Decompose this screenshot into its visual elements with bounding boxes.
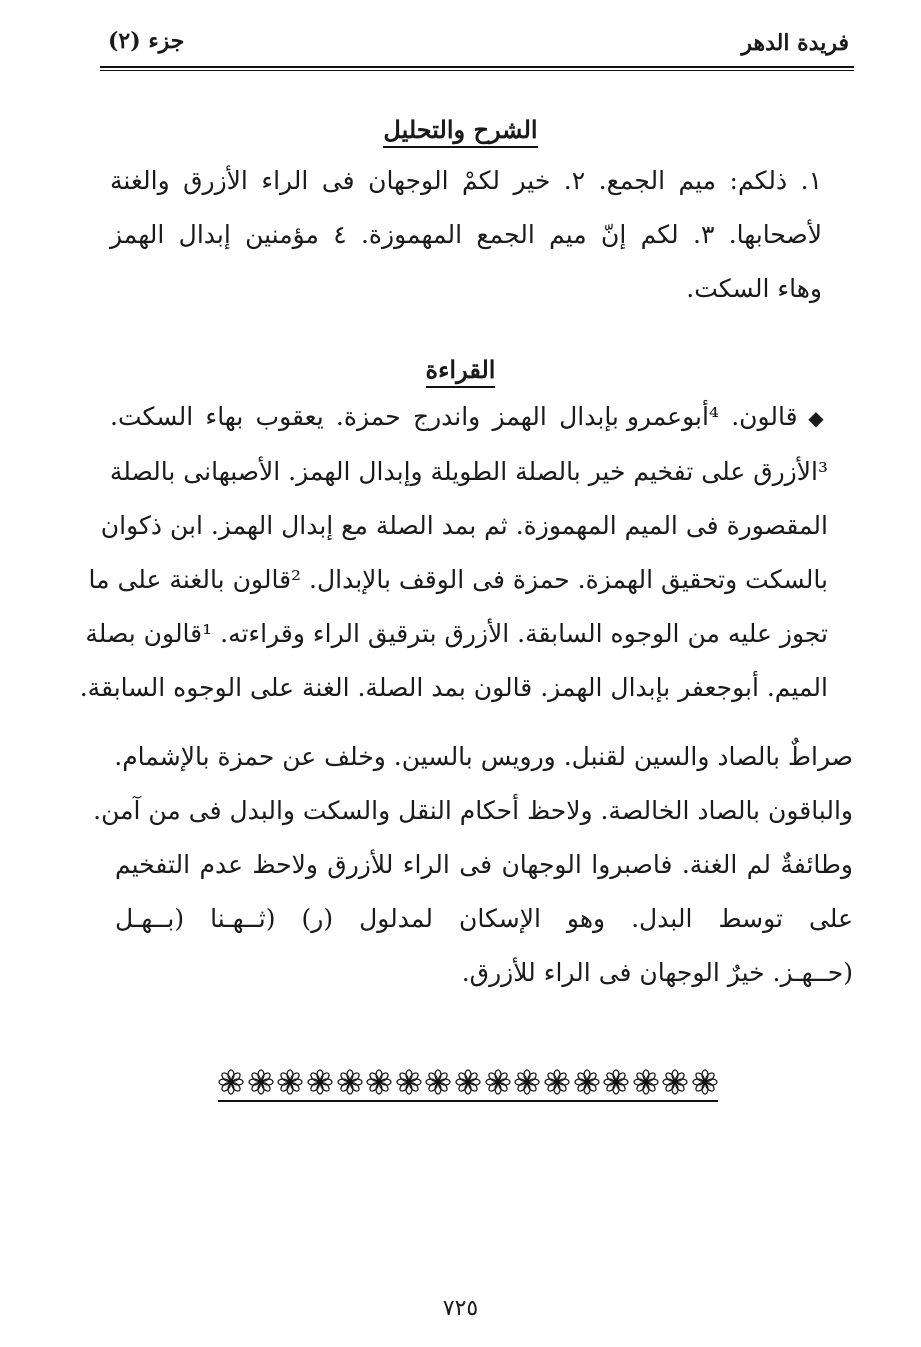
floral-ornament-icon xyxy=(366,1069,392,1095)
text-line: ³الأزرق على تفخيم خير بالصلة الطويلة وإبدال الهمز. الأصبهانى بالصلة xyxy=(109,457,828,486)
text-line-first xyxy=(110,390,828,445)
floral-ornament-icon xyxy=(514,1069,540,1095)
floral-ornament-icon xyxy=(455,1069,481,1095)
floral-ornament-icon xyxy=(692,1069,718,1095)
text-line: وهاء السكت. xyxy=(686,274,822,303)
floral-ornament-icon xyxy=(574,1069,600,1095)
diamond-bullet-icon: ◆ xyxy=(797,406,828,430)
running-header-title: فريدة الدهر xyxy=(741,30,849,56)
floral-ornament-icon xyxy=(277,1069,303,1095)
floral-ornament-icon xyxy=(633,1069,659,1095)
heading-text: القراءة xyxy=(426,355,496,388)
floral-ornament-icon xyxy=(425,1069,451,1095)
text-line: الميم. أبوجعفر بإبدال الهمز. قالون بمد الصلة. الغنة على الوجوه السابقة. xyxy=(79,673,828,702)
text-line: لأصحابها. ٣. لكم إنّ ميم الجمع المهموزة. ٤ مؤمنين إبدال الهمز xyxy=(110,220,822,249)
text-line: تجوز عليه من الوجوه السابقة. الأزرق بترقيق الراء وقراءته. ¹قالون بصلة xyxy=(85,619,828,648)
notes-paragraph xyxy=(93,730,853,1000)
floral-ornament-icon xyxy=(544,1069,570,1095)
floral-ornament-icon xyxy=(662,1069,688,1095)
text-line: ١. ذلكم: ميم الجمع. ٢. خير لكمْ الوجهان فى الراء الأزرق والغنة xyxy=(110,166,822,195)
header-rule-thin xyxy=(100,70,854,71)
text-line: والباقون بالصاد الخالصة. ولاحظ أحكام النقل والسكت والبدل فى من آمن. xyxy=(93,796,853,825)
text-line: قالون. ⁴أبوعمرو بإبدال الهمز واندرج حمزة. يعقوب بهاء السكت. xyxy=(110,402,798,431)
section-heading-reading xyxy=(0,355,921,388)
header-rule xyxy=(100,66,854,68)
text-line: صراطٌ بالصاد والسين لقنبل. ورويس بالسين. وخلف عن حمزة بالإشمام. xyxy=(114,742,853,771)
running-header-part: جزء (٢) xyxy=(108,28,185,54)
floral-ornament-icon xyxy=(337,1069,363,1095)
floral-ornament-icon xyxy=(396,1069,422,1095)
floral-ornament-icon xyxy=(307,1069,333,1095)
heading-text: الشرح والتحليل xyxy=(383,115,537,148)
floral-ornament-icon xyxy=(485,1069,511,1095)
reading-paragraph xyxy=(79,390,828,715)
ornament-rule xyxy=(218,1100,718,1102)
floral-ornament-icon xyxy=(603,1069,629,1095)
text-line: (حــهـز. خيرٌ الوجهان فى الراء للأزرق. xyxy=(461,958,853,987)
text-line: وطائفةٌ لم الغنة. فاصبروا الوجهان فى الراء للأزرق ولاحظ عدم التفخيم xyxy=(115,850,853,879)
explanation-paragraph xyxy=(110,154,822,316)
text-line: على توسط البدل. وهو الإسكان لمدلول (ر) (ثــهـنا (بــهـل xyxy=(115,904,853,933)
ornament-divider xyxy=(218,1064,718,1100)
text-line: المقصورة فى الميم المهموزة. ثم بمد الصلة مع إبدال الهمز. ابن ذكوان xyxy=(100,511,828,540)
page-number: ٧٢٥ xyxy=(442,1296,479,1321)
floral-ornament-icon xyxy=(248,1069,274,1095)
text-line: بالسكت وتحقيق الهمزة. حمزة فى الوقف بالإبدال. ²قالون بالغنة على ما xyxy=(88,565,828,594)
floral-ornament-icon xyxy=(218,1069,244,1095)
section-heading-explanation xyxy=(0,115,921,148)
